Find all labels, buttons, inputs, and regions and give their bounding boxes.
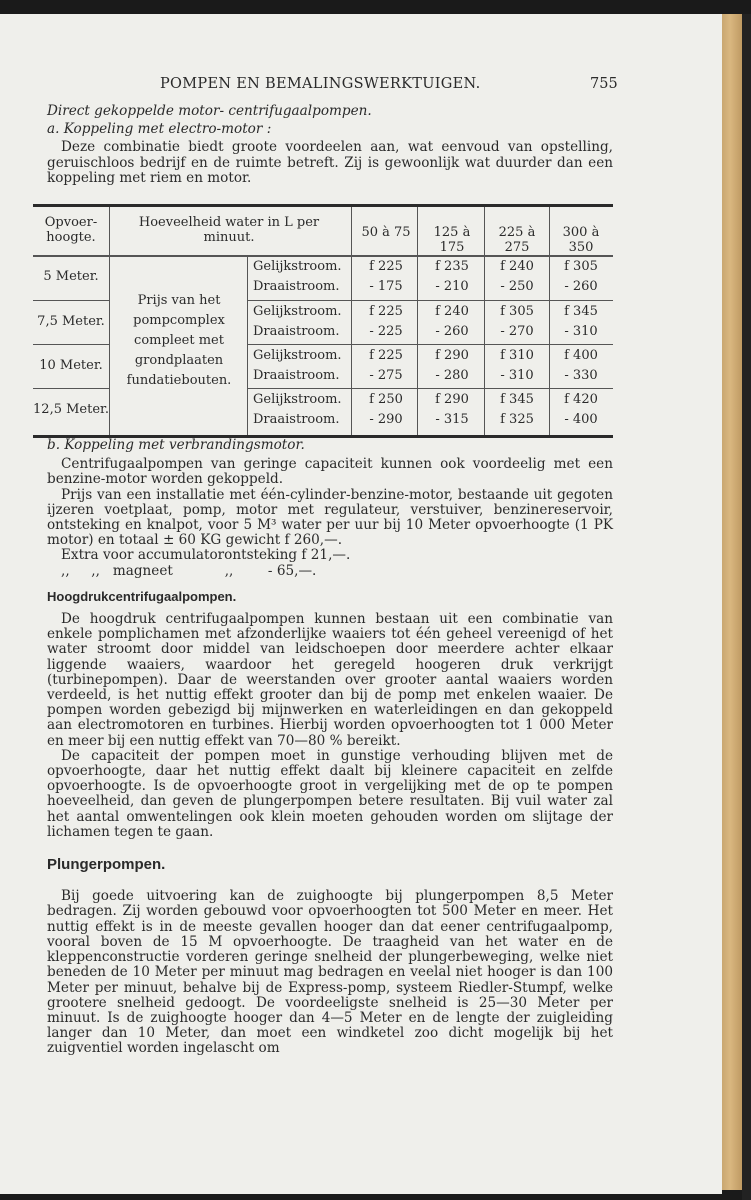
price-cell: - 280 [435,368,469,383]
binding-shadow [742,14,751,1200]
price-cell: - 310 [500,368,534,383]
paragraph: Bij goede uitvoering kan de zuighoogte bij plungerpompen 8,5 Meter bedragen. Zij worden gebouwd voor opvoerhoogten tot 500 Meter en meer. Het nuttig effekt is in de meeste gevallen hooger dan dat eener centrifugaalpomp, vooral boven de 15 M opvoerhoogte. De traagheid van het water en de kleppenconstructie vorderen geringe snelheid der plungerbeweging, welke niet beneden de 10 Meter per minuut mag bedragen en veelal niet hooger is dan 100 Meter per minuut, behalve bij de Express-pomp, systeem Riedler-Stumpf, welke grootere snelheid gedoogt. De voordeeligste snelheid is 25—30 Meter per minuut. Is de zuighoogte hooger dan 4—5 Meter en de lengte der zuigleiding langer dan 10 Meter, dan moet een windketel zoo dicht mogelijk bij het zuigventiel worden ingelascht om [47,888,613,1057]
page-edge [722,14,742,1190]
range-header: 225 à 275 [498,225,536,255]
price-cell: - 315 [435,412,469,427]
current-type: Gelijkstroom. [253,392,342,407]
page-number: 755 [590,76,618,92]
price-description: Prijs van het pompcomplex compleet met grondplaaten fundatiebouten. [126,293,232,388]
price-cell: f 290 [435,348,469,363]
current-type: Draaistroom. [253,412,340,427]
price-cell: f 345 [500,392,534,407]
price-cell: - 330 [564,368,598,383]
price-cell: f 225 [369,348,403,363]
column-header-height: Opvoer-hoogte. [44,215,98,245]
height-cell: 7,5 Meter. [37,314,105,329]
price-cell: - 260 [435,324,469,339]
height-cell: 10 Meter. [39,358,103,373]
extra-line: ,, ,, magneet ,, - 65,—. [61,562,317,579]
section-b [47,438,613,1057]
price-cell: - 175 [369,279,403,294]
price-cell: - 310 [564,324,598,339]
range-header: 300 à 350 [562,225,600,255]
price-cell: - 225 [369,324,403,339]
price-cell: f 345 [564,304,598,319]
paragraph: Deze combinatie biedt groote voordeelen aan, wat eenvoud van opstelling, geruischloos bedrijf en de ruimte betreft. Zij is gewoonlijk wat duurder dan een koppeling met riem en motor. [47,139,613,186]
subsection-a: a. Koppeling met electro-motor : [47,121,272,138]
price-cell: - 210 [435,279,469,294]
paragraph: De hoogdruk centrifugaalpompen kunnen bestaan uit een combinatie van enkele pomplichamen met afzonderlijke waaiers tot één geheel vereenigd of het water stroomt door middel van leidschoepen door meerdere achter elkaar liggende waaiers, waardoor het geregeld hoogeren druk verkrijgt (turbinepompen). Daar de weerstanden over grooter aantal waaiers worden verdeeld, is het nuttig effekt grooter dan bij de pomp met enkelen waaier. De pompen worden gebezigd bij mijnwerken en waterleidingen en dan gekoppeld aan electromotoren en turbines. Hierbij worden opvoerhoogten tot 1 000 Meter en meer bij een nuttig effekt van 70—80 % bereikt. [47,611,613,749]
price-cell: - 260 [564,279,598,294]
paragraph: Prijs van een installatie met één-cylinder-benzine-motor, bestaande uit gegoten ijzeren voetplaat, pomp, motor met regulateur, verstuiver, benzinereservoir, ontsteking en knalpot, voor 5 M³ water per uur bij 10 Meter opvoerhoogte (1 PK motor) en totaal ± 60 KG gewicht f 260,—. [47,486,613,549]
price-cell: - 400 [564,412,598,427]
price-cell: f 325 [500,412,534,427]
section-title: Direct gekoppelde motor- centrifugaalpompen. [47,103,372,119]
price-cell: - 270 [500,324,534,339]
running-head: POMPEN EN BEMALINGSWERKTUIGEN. [160,76,481,92]
price-cell: - 275 [369,368,403,383]
price-cell: f 235 [435,259,469,274]
column-header-quantity: Hoeveelheid water in L per minuut. [138,215,320,245]
paragraph: De capaciteit der pompen moet in gunstige verhouding blijven met de opvoerhoogte, daar het nuttig effekt daalt bij kleinere capaciteit en zelfde opvoerhoogte. Is de opvoerhoogte groot in vergelijking met de op te pompen hoeveelheid, dan geven de plungerpompen betere resultaten. Bij vuil water zal het aantal omwentelingen ook klein moeten gehouden worden om slijtage der lichamen tegen te gaan. [47,747,613,840]
section-direct [47,104,613,186]
price-table [33,204,613,438]
price-cell: f 400 [564,348,598,363]
current-type: Draaistroom. [253,279,340,294]
price-cell: - 250 [500,279,534,294]
range-header: 125 à 175 [433,225,471,255]
current-type: Gelijkstroom. [253,348,342,363]
current-type: Draaistroom. [253,324,340,339]
price-cell: f 250 [369,392,403,407]
price-cell: f 240 [500,259,534,274]
subsection-b: b. Koppeling met verbrandingsmotor. [47,437,305,453]
price-cell: f 225 [369,259,403,274]
price-cell: f 290 [435,392,469,407]
price-cell: f 310 [500,348,534,363]
current-type: Gelijkstroom. [253,304,342,319]
range-header: 50 à 75 [361,225,411,240]
extra-line: Extra voor accumulatorontsteking f 21,—. [61,547,351,564]
section-heading: Hoogdrukcentrifugaalpompen. [47,588,237,604]
height-cell: 5 Meter. [43,269,99,284]
price-cell: f 240 [435,304,469,319]
price-cell: f 305 [564,259,598,274]
current-type: Gelijkstroom. [253,259,342,274]
price-cell: f 305 [500,304,534,319]
current-type: Draaistroom. [253,368,340,383]
price-cell: f 225 [369,304,403,319]
price-cell: f 420 [564,392,598,407]
height-cell: 12,5 Meter. [33,402,109,417]
section-heading: Plungerpompen. [47,856,166,874]
price-cell: - 290 [369,412,403,427]
paragraph: Centrifugaalpompen van geringe capaciteit kunnen ook voordeelig met een benzine-motor worden gekoppeld. [47,456,613,488]
